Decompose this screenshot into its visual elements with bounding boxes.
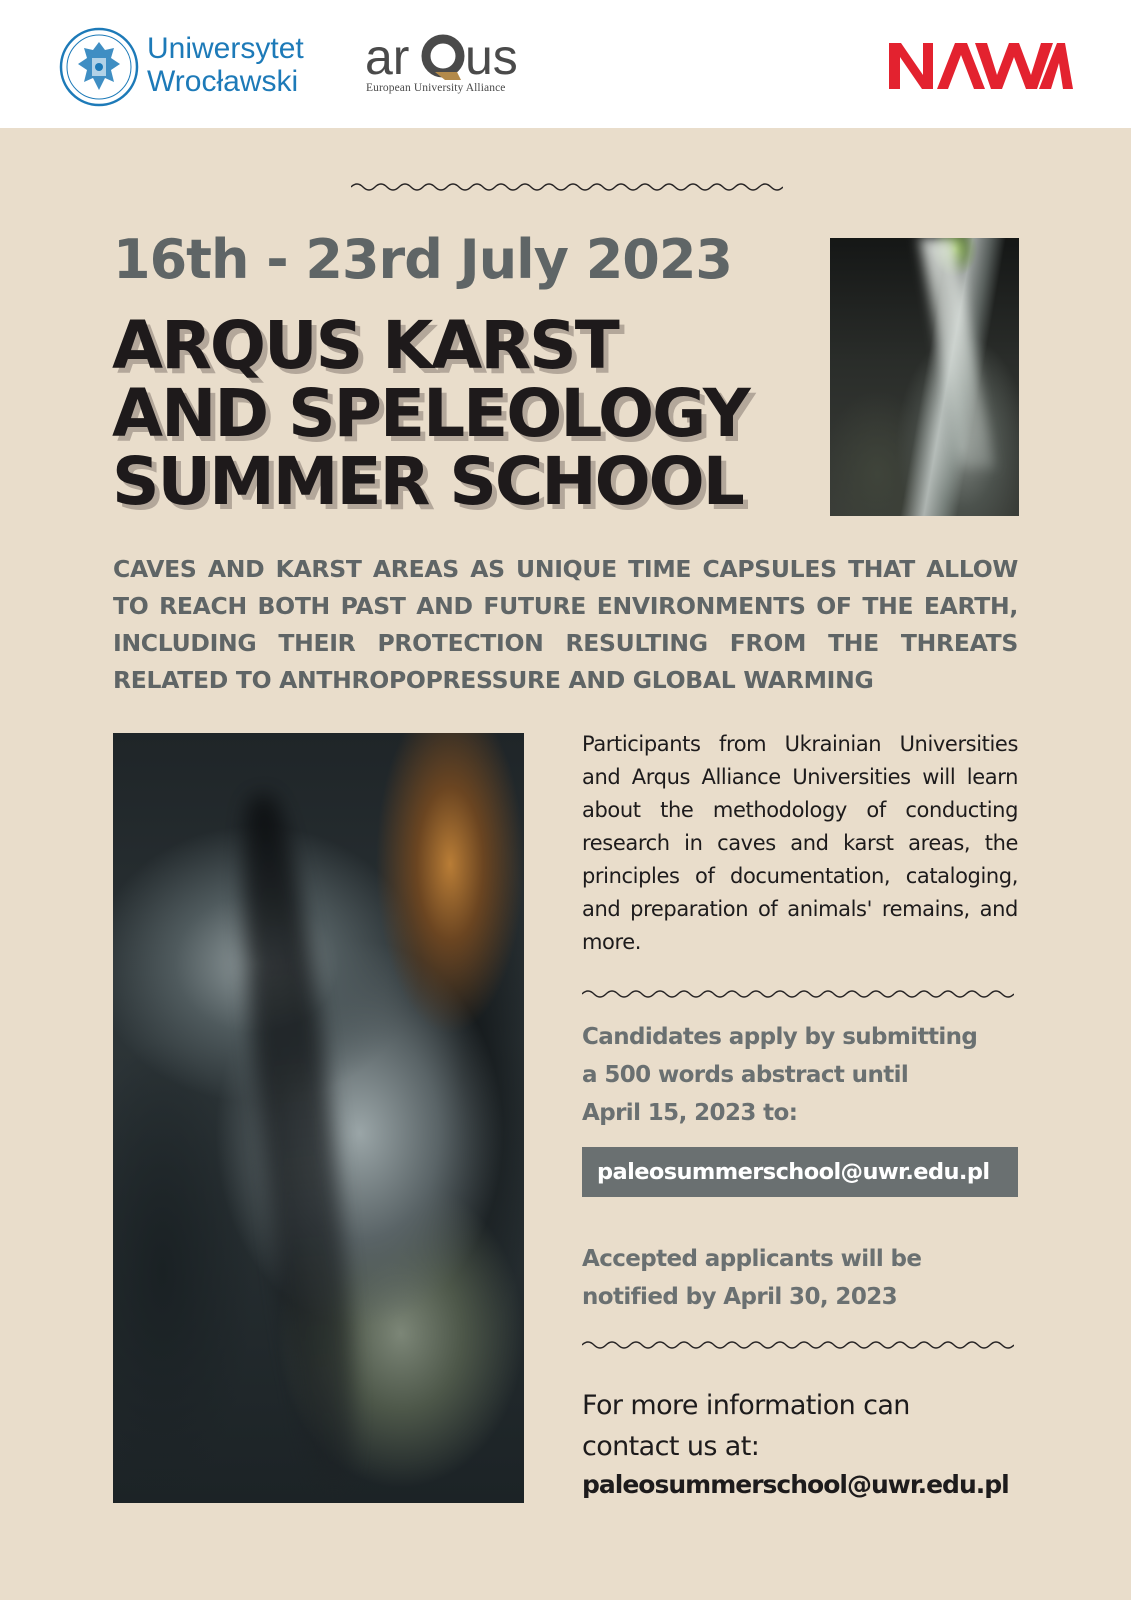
event-dates: 16th - 23rd July 2023 xyxy=(113,228,732,291)
notified-line-1: Accepted applicants will be xyxy=(582,1246,922,1272)
contact-info xyxy=(582,1385,1022,1467)
bottom-wave-divider xyxy=(582,1338,1014,1352)
uwr-line1: Uniwersytet xyxy=(147,32,304,65)
uwr-wordmark xyxy=(147,32,304,98)
event-subtitle: CAVES AND KARST AREAS AS UNIQUE TIME CAPSULES THAT ALLOW TO REACH BOTH PAST AND FUTURE ENVIRONMENTS OF THE EARTH, INCLUDING THEIR PROTECTION RESULTING FROM THE THREATS RELATED TO ANTHROPOPRESSURE AND GLOBAL WARMING xyxy=(113,555,1018,694)
apply-email-box[interactable]: paleosummerschool@uwr.edu.pl xyxy=(582,1147,1018,1197)
svg-text:us: us xyxy=(465,32,518,82)
middle-wave-divider xyxy=(582,987,1014,1001)
apply-line-1: Candidates apply by submitting xyxy=(582,1024,978,1050)
program-description: Participants from Ukrainian Universities and Arqus Alliance Universities will learn about the methodology of conducting research in caves and karst areas, the principles of documentation, cataloging, and preparation of animals' remains, and more. xyxy=(582,732,1018,954)
notification-info xyxy=(582,1240,1018,1316)
contact-email[interactable]: paleosummerschool@uwr.edu.pl xyxy=(582,1470,1009,1499)
contact-line-2: contact us at: xyxy=(582,1431,760,1462)
title-line-3: SUMMER SCHOOL xyxy=(112,443,743,520)
apply-line-3: April 15, 2023 to: xyxy=(582,1100,798,1126)
arqus-subtitle: European University Alliance xyxy=(366,82,506,94)
event-title xyxy=(112,307,812,520)
canyon-rock-photo xyxy=(113,733,524,1503)
arqus-logo xyxy=(365,32,525,82)
header-band xyxy=(0,0,1131,128)
title-line-2: AND SPELEOLOGY xyxy=(112,375,749,452)
title-line-1: ARQUS KARST xyxy=(112,307,618,384)
svg-text:ar: ar xyxy=(365,32,410,82)
top-wave-divider xyxy=(351,180,783,194)
rock-crevice xyxy=(227,791,370,1494)
uwr-line2: Wrocławski xyxy=(147,65,299,98)
uwr-crest-icon xyxy=(58,26,140,108)
nawa-logo xyxy=(889,41,1073,89)
cave-light-photo xyxy=(830,238,1019,516)
contact-line-1: For more information can xyxy=(582,1390,910,1421)
light-beam xyxy=(920,238,995,468)
notified-line-2: notified by April 30, 2023 xyxy=(582,1284,898,1310)
application-instructions xyxy=(582,1018,1018,1132)
apply-line-2: a 500 words abstract until xyxy=(582,1062,909,1088)
